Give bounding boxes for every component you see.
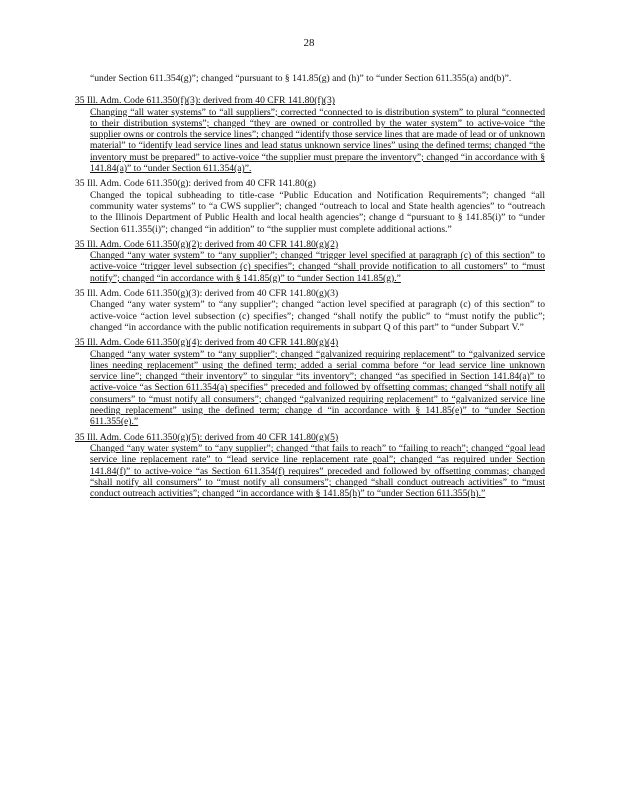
entry-heading: 35 Ill. Adm. Code 611.350(g)(2): derived from 40 CFR 141.80(g)(2): [75, 238, 339, 250]
entry-text: Changed “any water system” to “any supplier”; changed “that fails to reach” to “failing to reach”; changed “goal lead service line replacement rate” to “lead service line replacement rate goal”; changed “as required under Section 141.84(f)” to active-voice “as Section 611.354(f) requires” preceded and followed by offsetting commas; changed “shall notify all consumers” to “must notify all consumers”; changed “shall conduct outreach activities” to “must conduct outreach activities”; changed “in accordance with § 141.85(h)” to “under Section 611.355(h).”: [90, 442, 545, 500]
entry-text: Changed “any water system” to “any supplier”; changed “action level specified at paragraph (c) of this section” to active-voice “action level subsection (c) specifies”; changed “shall notify the public” to “must notify the public”; changed “in accordance with the public notification requirements in subpart Q of this part” to “under Subpart V.”: [90, 299, 545, 333]
entry-continuation: [75, 73, 545, 84]
entry-text: Changed “any water system” to “any supplier”; changed “trigger level specified at paragraph (c) of this section” to active-voice “trigger level subsection (c) specifies”; changed “shall provide notification to all customers” to “must notify”; changed “in accordance with § 141.85(g)” to “under Section 141.85(g).”: [90, 250, 545, 284]
entry-heading: 35 Ill. Adm. Code 611.350(g)(5): derived from 40 CFR 141.80(g)(5): [75, 431, 339, 443]
entry-heading: 35 Ill. Adm. Code 611.350(g)(4): derived from 40 CFR 141.80(g)(4): [75, 337, 339, 349]
page-number: 28: [303, 37, 315, 49]
entry-text: “under Section 611.354(g)”; changed “pursuant to § 141.85(g) and (h)” to “under Section 611.355(a) and(b)”.: [90, 73, 512, 84]
entry-heading: 35 Ill. Adm. Code 611.350(g)(3): derived from 40 CFR 141.80(g)(3): [75, 288, 339, 300]
entry-611-350-f-3: [75, 95, 545, 174]
entry-heading: 35 Ill. Adm. Code 611.350(f)(3): derived from 40 CFR 141.80(f)(3): [75, 95, 335, 107]
entry-611-350-g-5: [75, 432, 545, 500]
derivation-entries: [75, 73, 545, 503]
entry-611-350-g-3: [75, 288, 545, 333]
entry-611-350-g-2: [75, 239, 545, 284]
entry-heading: 35 Ill. Adm. Code 611.350(g): derived from 40 CFR 141.80(g): [75, 178, 316, 190]
entry-611-350-g-4: [75, 337, 545, 427]
entry-611-350-g: [75, 178, 545, 234]
entry-text: Changing “all water systems” to “all suppliers”; corrected “connected to is distribution system” to plural “connected to their distribution systems”; changed “they are owned or controlled by the water system” to active-voice “the supplier owns or controls the service lines”; changed “identify those service lines that are made of lead or of unknown material” to “identify lead service lines and lead status unknown service lines” using the defined terms; changed “the inventory must be prepared” to active-voice “the supplier must prepare the inventory”; changed “in accordance with § 141.84(a)” to “under Section 611.354(a)”.: [90, 106, 545, 175]
entry-text: Changed “any water system” to “any supplier”; changed “galvanized requiring replacement” to “galvanized service lines needing replacement” using the defined term; added a serial comma before “or lead service line unknown service line”; changed “their inventory” to singular “its inventory”; changed “as specified in Section 141.84(a)” to active-voice “as Section 611.354(a) specifies” preceded and followed by offsetting commas; changed “shall notify all consumers” to “must notify all consumers”; changed “galvanized requiring replacement” to “galvanized service line needing replacement” using the defined term; change d “in accordance with § 141.85(e)” to “under Section 611.355(e).”: [90, 348, 545, 428]
entry-text: Changed the topical subheading to title-case “Public Education and Notification Requirements”; changed “all community water systems” to “a CWS supplier”; changed “outreach to local and State health agencies” to “outreach to the Illinois Department of Public Health and local health agencies”; change d “pursuant to § 141.85(i)” to “under Section 611.355(i)”; changed “in addition” to “the supplier must complete additional actions.”: [90, 189, 545, 235]
